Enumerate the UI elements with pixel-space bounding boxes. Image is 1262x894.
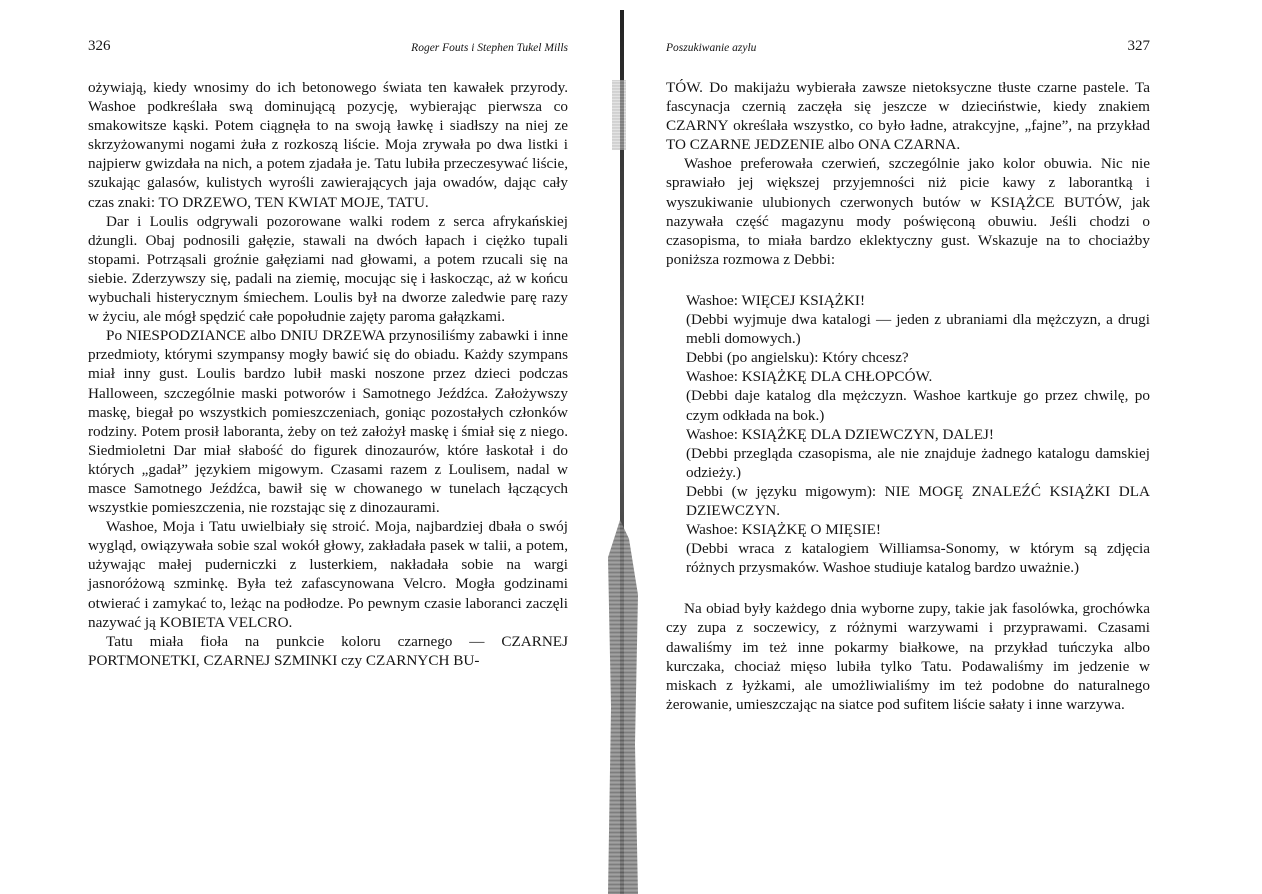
paragraph: Tatu miała fioła na punkcie koloru czarnego — CZARNEJ PORTMONETKI, CZARNEJ SZMINKI czy CZARNYCH BU-	[88, 632, 568, 669]
dialog-line: Washoe: WIĘCEJ KSIĄŻKI!	[686, 291, 866, 309]
paragraph: Washoe preferowała czerwień, szczególnie jako kolor obuwia. Nic nie sprawiało jej większej przyjemności niż picie kawy z laborantką i wyszukiwanie ulubionych czerwonych butów w KSIĄŻCE BUTÓW, jak nazywała część magazynu mody poświęconą obuwiu. Jeśli chodzi o czasopisma, to miała bardzo eklektyczny gust. Wskazuje na to chociażby poniższa rozmowa z Debbi:	[666, 155, 1150, 268]
right-page	[666, 40, 1150, 714]
dialog-line: (Debbi przegląda czasopisma, ale nie znajduje żadnego katalogu damskiej odzieży.)	[686, 444, 1150, 481]
running-head-right: Poszukiwanie azylu	[666, 42, 757, 54]
left-page-header	[88, 40, 568, 62]
dialog-line: (Debbi wyjmuje dwa katalogi — jeden z ubraniami dla mężczyzn, a drugi mebli domowych.)	[686, 311, 1150, 348]
paragraph: Na obiad były każdego dnia wyborne zupy, takie jak fasolówka, grochówka czy zupa z soczewicy, z różnymi warzywami i przyprawami. Czasami dawaliśmy im też inne pokarmy białkowe, na przykład tuńczyka albo kurczaka, chociaż mięso lubiła tylko Tatu. Podawaliśmy im jedzenie w miskach z łyżkami, ale umożliwialiśmy im też podobne do naturalnego żerowanie, umieszczając na siatce pod sufitem liście sałaty i inne warzywa.	[666, 600, 1150, 713]
gutter-noise-top	[612, 80, 626, 150]
paragraph: ożywiają, kiedy wnosimy do ich betonowego świata ten kawałek przyrody. Washoe podkreślała swą dominującą pozycję, wybierając pierwsza co smakowitsze kąski. Potem ciągnęła to na swoją ławkę i siadłszy na niej ze skrzyżowanymi nogami żuła z rozkoszą liście. Moja zrywała po dwa listki i najpierw gwizdała na nich, a potem zjadała je. Tatu lubiła przeczesywać liście, szukając galasów, kulistych wyrośli zawierających jaja owadów, dając cały czas znaki: TO DRZEWO, TEN KWIAT MOJE, TATU.	[88, 79, 568, 211]
dialog-line: (Debbi daje katalog dla mężczyzn. Washoe kartkuje go przez chwilę, po czym odkłada na bok.)	[686, 387, 1150, 424]
paragraph: Dar i Loulis odgrywali pozorowane walki rodem z serca afrykańskiej dżungli. Obaj podnosili gałęzie, stawali na dwóch łapach i ciężko tupali stopami. Potrząsali groźnie gałęziami nad głowami, a potem rzucali się na siebie. Zderzywszy się, padali na ziemię, mocując się i łaskocząc, aż w końcu wybuchali histerycznym śmiechem. Loulis był na dworze zaledwie parę razy w życiu, ale mógł spędzić całe popołudnie zajęty paroma gałązkami.	[88, 212, 568, 326]
binding-gutter	[600, 0, 646, 894]
gutter-noise-bottom	[608, 520, 638, 894]
dialog-block	[686, 291, 1150, 577]
dialog-line: Washoe: KSIĄŻKĘ DLA DZIEWCZYN, DALEJ!	[686, 425, 994, 443]
running-head-left: Roger Fouts i Stephen Tukel Mills	[411, 42, 568, 54]
dialog-line: Washoe: KSIĄŻKĘ O MIĘSIE!	[686, 521, 881, 539]
paragraph: Washoe, Moja i Tatu uwielbiały się stroić. Moja, najbardziej dbała o swój wygląd, owiązywała sobie szal wokół głowy, zakładała pasek w talii, a potem, używając małej puderniczki z lusterkiem, nakładała sobie na wargi jasnoróżową szminkę. Była też zafascynowana Velcro. Mogła godzinami otwierać i zamykać to, leżąc na podłodze. Po pewnym czasie laboranci zaczęli nazywać ją KOBIETA VELCRO.	[88, 518, 568, 631]
dialog-line: Washoe: KSIĄŻKĘ DLA CHŁOPCÓW.	[686, 368, 933, 386]
dialog-line: (Debbi wraca z katalogiem Williamsa-Sonomy, w którym są zdjęcia różnych przysmaków. Washoe studiuje katalog bardzo uważnie.)	[686, 540, 1150, 577]
dialog-line: Debbi (w języku migowym): NIE MOGĘ ZNALEŹĆ KSIĄŻKI DLA DZIEWCZYN.	[686, 482, 1150, 519]
page-number-right: 327	[1127, 38, 1150, 54]
right-page-body	[666, 78, 1150, 714]
dialog-line: Debbi (po angielsku): Który chcesz?	[686, 349, 909, 367]
right-page-header	[666, 40, 1150, 62]
paragraph: Po NIESPODZIANCE albo DNIU DRZEWA przynosiliśmy zabawki i inne przedmioty, którymi szympansy mogły bawić się do obiadu. Każdy szympans miał inny gust. Loulis bardzo lubił maski noszone przez dzieci podczas Halloween, szczególnie maski potworów i Samotnego Jeźdźca. Założywszy maskę, biegał po wszystkich pomieszczeniach, goniąc pozostałych członków rodziny. Potem prosił laboranta, żeby on też założył maskę i śmiał się z niego. Siedmioletni Dar miał słabość do figurek dinozaurów, które łaskotał i do których „gadał” językiem migowym. Czasami razem z Loulisem, nadal w masce Samotnego Jeźdźca, bawił się w chowanego w tunelach łączących wszystkie pomieszczenia, nie rozstając się z dinozaurami.	[88, 327, 568, 517]
left-page-body	[88, 78, 568, 670]
paragraph: TÓW. Do makijażu wybierała zawsze nietoksyczne tłuste czarne pastele. Ta fascynacja czernią zaczęła się jeszcze w dzieciństwie, kiedy znakiem CZARNY określała wszystko, co było ładne, atrakcyjne, „fajne”, na przykład TO CZARNE JEDZENIE albo ONA CZARNA.	[666, 79, 1150, 154]
left-page	[88, 40, 568, 670]
page-number-left: 326	[88, 38, 111, 54]
